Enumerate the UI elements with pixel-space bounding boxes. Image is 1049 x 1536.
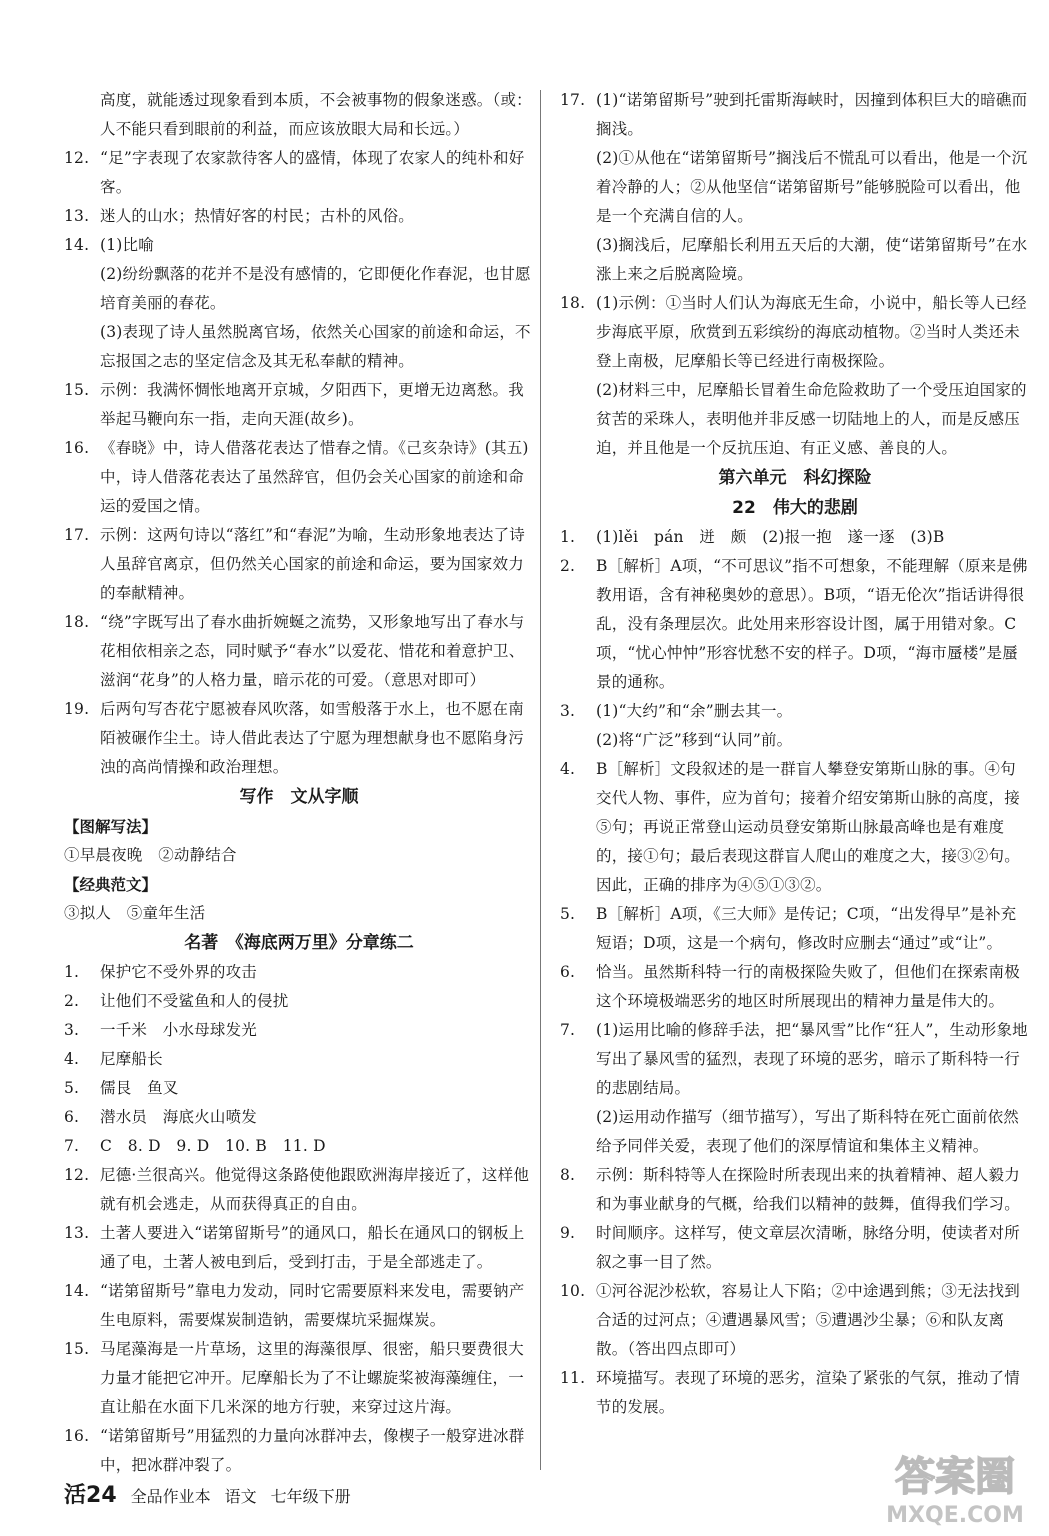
answer-item xyxy=(64,434,534,521)
answer-item xyxy=(560,755,1030,900)
answer-number: 16. xyxy=(64,439,90,457)
answer-text: 环境描写。表现了环境的恶劣，渲染了紧张的气氛，推动了情节的发展。 xyxy=(596,1369,1020,1416)
answer-number: 17. xyxy=(64,526,90,544)
answer-number: 16. xyxy=(64,1427,90,1445)
answer-number: 8. xyxy=(560,1166,576,1184)
answer-text: 让他们不受鲨鱼和人的侵扰 xyxy=(100,992,289,1010)
right-column xyxy=(560,86,1030,1422)
answer-item xyxy=(64,1103,534,1132)
answer-text: 马尾藻海是一片草场，这里的海藻很厚、很密，船只要费很大力量才能把它冲开。尼摩船长为了不让螺旋桨被海藻缠住，一直让船在水面下几米深的地方行驶，来穿过这片海。 xyxy=(100,1340,524,1416)
answer-item xyxy=(560,289,1030,463)
answer-text: 儒艮 鱼叉 xyxy=(100,1079,179,1097)
answer-number: 18. xyxy=(64,613,90,631)
answer-item xyxy=(64,86,534,144)
answer-number: 12. xyxy=(64,149,90,167)
answer-text: C 8. D 9. D 10. B 11. D xyxy=(100,1137,326,1155)
watermark-text: 答案圈 xyxy=(895,1454,1015,1500)
answer-item xyxy=(560,86,1030,289)
answer-text: 示例：这两句诗以“落红”和“春泥”为喻，生动形象地表达了诗人虽辞官离京，但仍然关心国家的前途和命运，要为国家效力的奉献精神。 xyxy=(100,526,525,602)
answer-text: 保护它不受外界的攻击 xyxy=(100,963,258,981)
answer-number: 4. xyxy=(64,1050,80,1068)
answer-text: (1)lěi pán 迸 颇 (2)报一抱 遂一逐 (3)B xyxy=(596,528,945,546)
answer-number: 2. xyxy=(64,992,80,1010)
answer-number: 18. xyxy=(560,294,586,312)
answer-number xyxy=(64,86,100,144)
writing-answer-list xyxy=(64,812,534,928)
answer-item xyxy=(64,987,534,1016)
answer-text: 恰当。虽然斯科特一行的南极探险失败了，但他们在探索南极这个环境极端恶劣的地区时所展现出的精神力量是伟大的。 xyxy=(596,963,1020,1010)
answer-item xyxy=(64,695,534,782)
answer-text: (1)“诺第留斯号”驶到托雷斯海峡时，因撞到体积巨大的暗礁而搁浅。 (2)①从他在“诺第留斯号”搁浅后不慌乱可以看出，他是一个沉着冷静的人；②从他坚信“诺第留斯号”能够脱险可以看出，他是一个充满自信的人。 (3)搁浅后，尼摩船长利用五天后的大潮，使“诺第留斯号”在水涨上来之后脱离险境。 xyxy=(596,91,1028,283)
answer-item xyxy=(64,144,534,202)
writing-section-title: 写作 文从字顺 xyxy=(239,787,359,807)
answer-text: “诺第留斯号”用猛烈的力量向冰群冲去，像楔子一般穿进冰群中，把冰群冲裂了。 xyxy=(100,1427,525,1474)
answer-item xyxy=(64,1132,534,1161)
answer-text: 后两句写杏花宁愿被春风吹落，如雪般落于水上，也不愿在南陌被碾作尘土。诗人借此表达了宁愿为理想献身也不愿陷身污浊的高尚情操和政治理想。 xyxy=(100,700,524,776)
answer-number: 15. xyxy=(64,1340,90,1358)
writing-label: 【经典范文】 xyxy=(64,875,158,894)
column-divider xyxy=(540,90,541,1470)
answer-text: (1)比喻 (2)纷纷飘落的花并不是没有感情的，它即便化作春泥，也甘愿培育美丽的春花。 (3)表现了诗人虽然脱离官场，依然关心国家的前途和命运，不忘报国之志的坚定信念及其无私奉献的精神。 xyxy=(100,236,531,370)
answer-number: 15. xyxy=(64,381,90,399)
answer-text: B［解析］A项，《三大师》是传记；C项，“出发得早”是补充短语；D项，这是一个病句，修改时应删去“通过”或“让”。 xyxy=(596,905,1017,952)
answer-number: 17. xyxy=(560,91,586,109)
answer-text: “诺第留斯号”靠电力发动，同时它需要原料来发电，需要钠产生电原料，需要煤炭制造钠，需要煤坑采掘煤炭。 xyxy=(100,1282,525,1329)
classic-section-title: 名著 《海底两万里》分章练二 xyxy=(184,933,414,953)
answer-text: 土著人要进入“诺第留斯号”的通风口，船长在通风口的钢板上通了电，土著人被电到后，受到打击，于是全部逃走了。 xyxy=(100,1224,525,1271)
subject-label: 语文 xyxy=(224,1487,257,1506)
answer-number: 3. xyxy=(64,1021,80,1039)
answer-text: 高度，就能透过现象看到本质，不会被事物的假象迷惑。（或：人不能只看到眼前的利益，而应该放眼大局和长远。） xyxy=(100,91,532,138)
answer-item xyxy=(560,1277,1030,1364)
answer-item xyxy=(560,1016,1030,1161)
left-answer-list xyxy=(64,86,534,782)
classic-answer-list xyxy=(64,958,534,1480)
answer-item xyxy=(560,1364,1030,1422)
answer-item xyxy=(64,1016,534,1045)
answer-number: 14. xyxy=(64,1282,90,1300)
answer-item xyxy=(560,1161,1030,1219)
answer-item xyxy=(64,521,534,608)
answer-item xyxy=(64,608,534,695)
unit-title: 第六单元 科幻探险 xyxy=(718,468,872,488)
answer-item xyxy=(64,1219,534,1277)
answer-text: 尼德·兰很高兴。他觉得这条路使他跟欧洲海岸接近了，这样他就有机会逃走，从而获得真正的自由。 xyxy=(100,1166,530,1213)
answer-number: 6. xyxy=(64,1108,80,1126)
right-answer-list xyxy=(560,86,1030,463)
answer-number: 13. xyxy=(64,1224,90,1242)
writing-label: 【图解写法】 xyxy=(64,817,158,836)
page-footer xyxy=(64,1478,351,1509)
answer-number: 12. xyxy=(64,1166,90,1184)
answer-number: 3. xyxy=(560,702,576,720)
answer-text: “足”字表现了农家款待客人的盛情，体现了农家人的纯朴和好客。 xyxy=(100,149,525,196)
answer-text: 一千米 小水母球发光 xyxy=(100,1021,258,1039)
answer-text: 《春晓》中，诗人借落花表达了惜春之情。《己亥杂诗》(其五)中，诗人借落花表达了虽然辞官，但仍会关心国家的前途和命运的爱国之情。 xyxy=(100,439,529,515)
watermark-url: MXQE.COM xyxy=(886,1503,1024,1528)
answer-number: 9. xyxy=(560,1224,576,1242)
answer-text: (1)示例：①当时人们认为海底无生命，小说中，船长等人已经步海底平原，欣赏到五彩缤纷的海底动植物。②当时人类还未登上南极，尼摩船长等已经进行南极探险。 (2)材料三中，尼摩船长冒着生命危险救助了一个受压迫国家的贫苦的采珠人，表明他并非反感一切陆地上的人，而是反感压迫，并且他是一个反抗压迫、有正义感、善良的人。 xyxy=(596,294,1027,457)
answer-number: 13. xyxy=(64,207,90,225)
answer-number: 10. xyxy=(560,1282,586,1300)
answer-text: (1)运用比喻的修辞手法，把“暴风雪”比作“狂人”，生动形象地写出了暴风雪的猛烈，表现了环境的恶劣，暗示了斯科特一行的悲剧结局。 (2)运用动作描写（细节描写），写出了斯科特在死亡面前依然给予同伴关爱，表现了他们的深厚情谊和集体主义精神。 xyxy=(596,1021,1028,1155)
answer-item xyxy=(560,900,1030,958)
answer-item xyxy=(560,697,1030,755)
answer-item xyxy=(64,1277,534,1335)
answer-number: 7. xyxy=(64,1137,80,1155)
answer-number: 1. xyxy=(560,528,576,546)
answer-number: 11. xyxy=(560,1369,586,1387)
answer-text: 迷人的山水；热情好客的村民；古朴的风俗。 xyxy=(100,207,415,225)
answer-item xyxy=(64,1074,534,1103)
answer-text: B［解析］文段叙述的是一群盲人攀登安第斯山脉的事。④句交代人物、事件，应为首句；接着介绍安第斯山脉的高度，接⑤句；再说正常登山运动员登安第斯山脉最高峰也是有难度的，接①句；最后表现这群盲人爬山的难度之大，接③②句。因此，正确的排序为④⑤①③②。 xyxy=(596,760,1020,894)
answer-item xyxy=(64,958,534,987)
answer-item xyxy=(64,1335,534,1422)
writing-answer: ①早晨夜晚 ②动静结合 xyxy=(64,846,237,864)
footer-mark: 活 xyxy=(64,1483,87,1508)
answer-item xyxy=(560,523,1030,552)
answer-text: B［解析］A项，“不可思议”指不可想象，不能理解（原来是佛教用语，含有神秘奥妙的意思）。B项，“语无伦次”指话讲得很乱，没有条理层次。此处用来形容设计图，属于用错对象。C项，“忧心忡忡”形容忧愁不安的样子。D项，“海市蜃楼”是蜃景的通称。 xyxy=(596,557,1028,691)
answer-text: 示例：我满怀惆怅地离开京城，夕阳西下，更增无边离愁。我举起马鞭向东一指，走向天涯(故乡)。 xyxy=(100,381,524,428)
answer-text: “绕”字既写出了春水曲折婉蜒之流势，又形象地写出了春水与花相依相亲之态，同时赋予“春水”以爱花、惜花和着意护卫、滋润“花身”的人格力量，暗示花的可爱。（意思对即可） xyxy=(100,613,525,689)
answer-text: 示例：斯科特等人在探险时所表现出来的执着精神、超人毅力和为事业献身的气概，给我们以精神的鼓舞，值得我们学习。 xyxy=(596,1166,1020,1213)
answer-number: 5. xyxy=(64,1079,80,1097)
watermark-logo xyxy=(870,1440,1040,1530)
answer-number: 14. xyxy=(64,236,90,254)
answer-number: 19. xyxy=(64,700,90,718)
answer-text: ①河谷泥沙松软，容易让人下陷；②中途遇到熊；③无法找到合适的过河点；④遭遇暴风雪；⑤遭遇沙尘暴；⑥和队友离散。（答出四点即可） xyxy=(596,1282,1020,1358)
writing-answer: ③拟人 ⑤童年生活 xyxy=(64,904,206,922)
answer-text: 尼摩船长 xyxy=(100,1050,163,1068)
answer-number: 7. xyxy=(560,1021,576,1039)
answer-item xyxy=(64,376,534,434)
answer-number: 4. xyxy=(560,760,576,778)
answer-item xyxy=(64,1045,534,1074)
answer-text: 潜水员 海底火山喷发 xyxy=(100,1108,258,1126)
book-title: 全品作业本 xyxy=(130,1487,211,1506)
lesson-answer-list xyxy=(560,523,1030,1422)
answer-number: 5. xyxy=(560,905,576,923)
answer-item xyxy=(560,552,1030,697)
lesson-title: 22 伟大的悲剧 xyxy=(732,498,858,518)
answer-number: 2. xyxy=(560,557,576,575)
answer-number: 1. xyxy=(64,963,80,981)
answer-item xyxy=(64,1422,534,1480)
grade-label: 七年级下册 xyxy=(270,1487,351,1506)
answer-item xyxy=(64,231,534,376)
answer-text: (1)“大约”和“余”删去其一。 (2)将“广泛”移到“认同”前。 xyxy=(596,702,793,749)
answer-item xyxy=(64,1161,534,1219)
answer-number: 6. xyxy=(560,963,576,981)
answer-text: 时间顺序。这样写，使文章层次清晰，脉络分明，使读者对所叙之事一目了然。 xyxy=(596,1224,1020,1271)
answer-item xyxy=(560,958,1030,1016)
answer-item xyxy=(64,202,534,231)
left-column xyxy=(64,86,534,1480)
page-number: 24 xyxy=(86,1483,117,1508)
answer-item xyxy=(560,1219,1030,1277)
